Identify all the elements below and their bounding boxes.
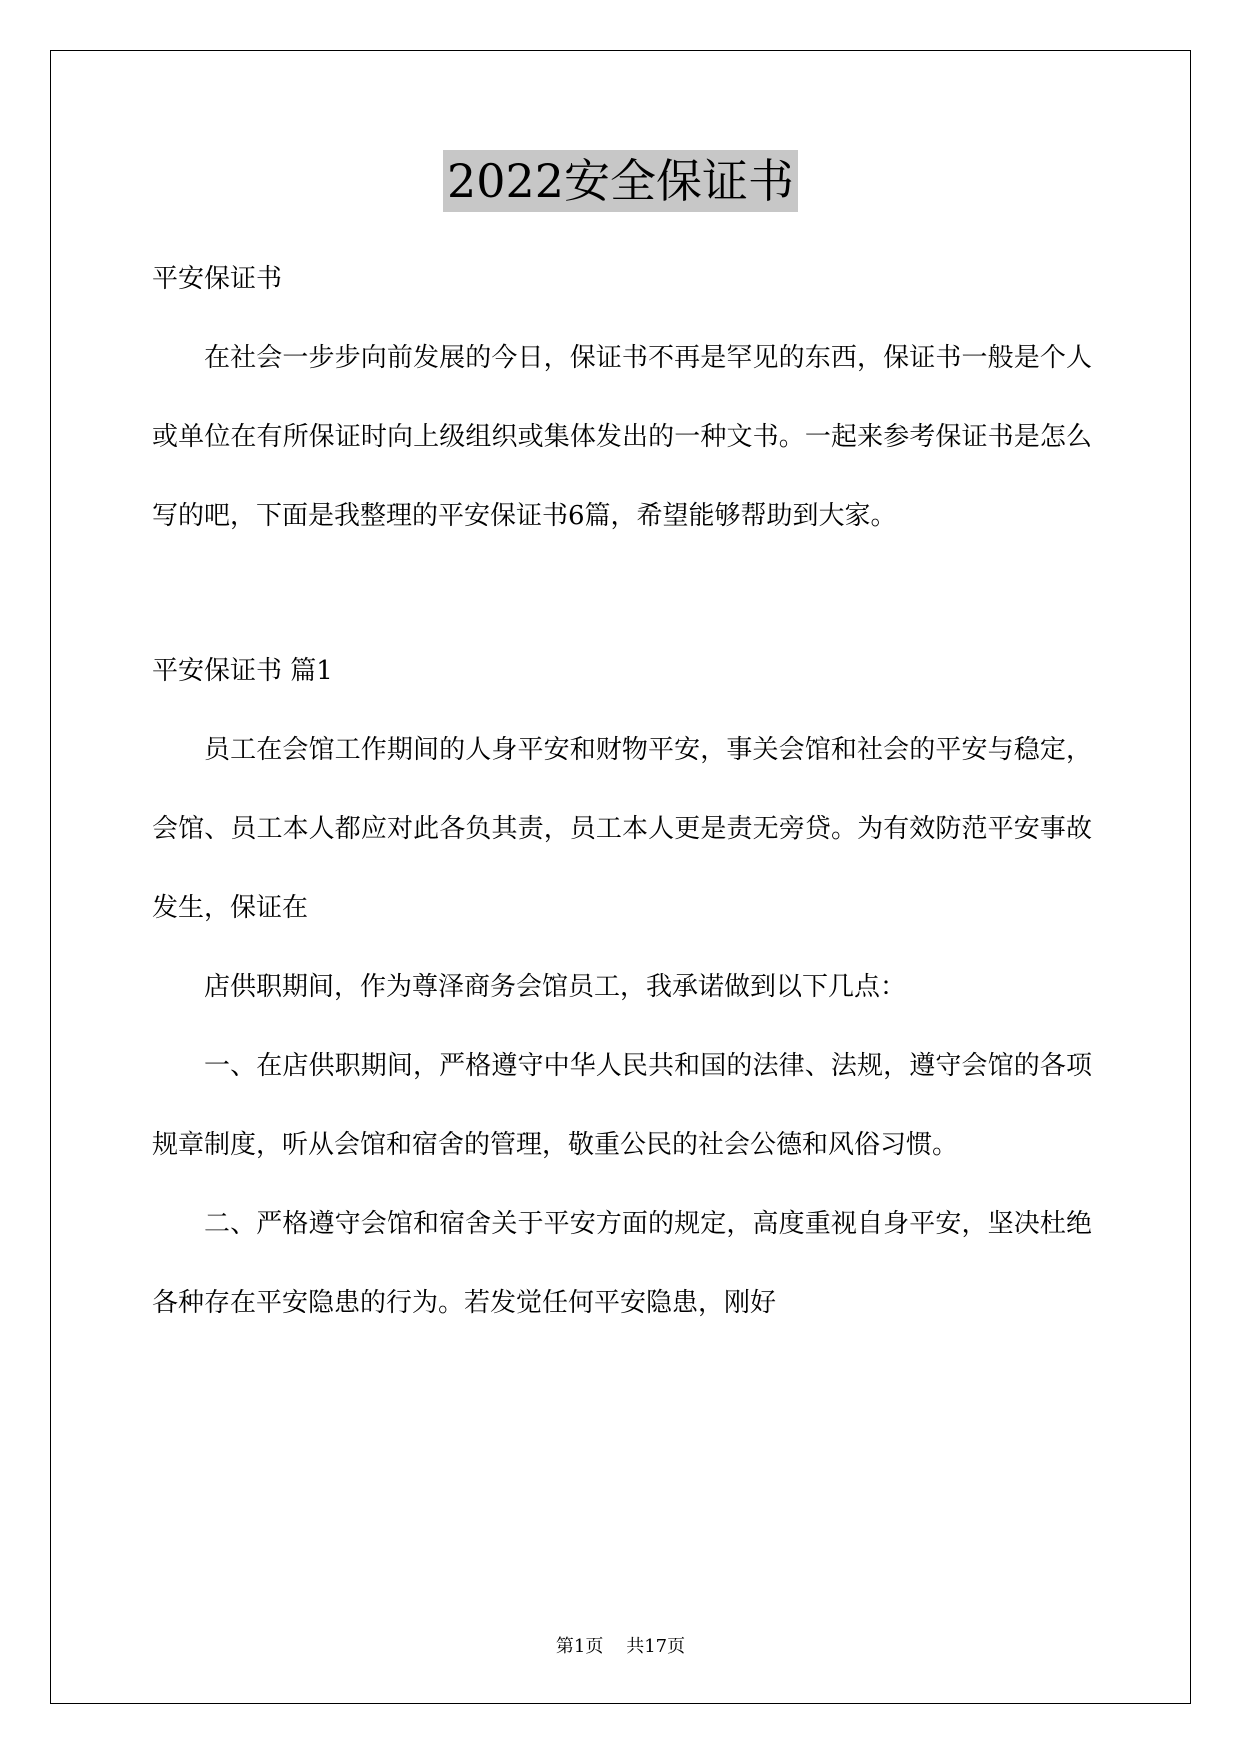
- page-footer: [0, 1632, 1241, 1658]
- document-body: [152, 240, 1092, 1343]
- page-total: 共17页: [626, 1636, 686, 1657]
- body-paragraph-1: 员工在会馆工作期间的人身平安和财物平安，事关会馆和社会的平安与稳定，会馆、员工本人都应对此各负其责，员工本人更是责无旁贷。为有效防范平安事故发生，保证在: [152, 735, 1092, 923]
- page-number: 第1页: [555, 1636, 604, 1657]
- section-heading-main: 平安保证书: [152, 264, 283, 294]
- section-heading-part1: 平安保证书 篇1: [152, 656, 333, 686]
- title-container: [0, 150, 1241, 212]
- body-paragraph-2: 店供职期间，作为尊泽商务会馆员工，我承诺做到以下几点：: [204, 972, 907, 1002]
- paragraph-gap: [152, 556, 1092, 632]
- body-paragraph-3: 一、在店供职期间，严格遵守中华人民共和国的法律、法规，遵守会馆的各项规章制度，听从会馆和宿舍的管理，敬重公民的社会公德和风俗习惯。: [152, 1051, 1092, 1160]
- body-paragraph-4: 二、严格遵守会馆和宿舍关于平安方面的规定，高度重视自身平安，坚决杜绝各种存在平安隐患的行为。若发觉任何平安隐患，刚好: [152, 1209, 1092, 1318]
- intro-paragraph: 在社会一步步向前发展的今日，保证书不再是罕见的东西，保证书一般是个人或单位在有所保证时向上级组织或集体发出的一种文书。一起来参考保证书是怎么写的吧，下面是我整理的平安保证书6篇，希望能够帮助到大家。: [152, 343, 1092, 531]
- document-title: 2022安全保证书: [443, 150, 798, 212]
